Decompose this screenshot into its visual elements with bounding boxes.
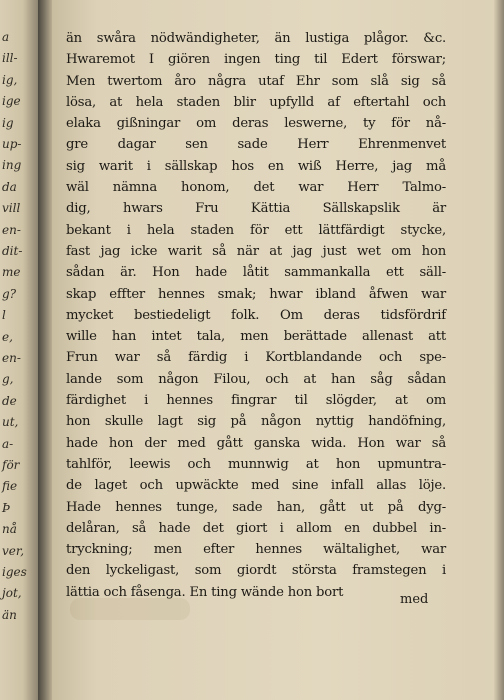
text-line: tahlför, leewis och munnwig at hon upmuntra- <box>66 456 446 472</box>
text-line: Frun war så färdig i Kortblandande och spe- <box>66 350 446 366</box>
catchword: med <box>400 592 429 607</box>
facing-page-fragment: ut, <box>2 415 19 430</box>
facing-page-fragment: än <box>2 607 17 622</box>
text-line: skap effter hennes smak; hwar ibland åfwen war <box>66 286 446 302</box>
facing-page-fragment: de <box>2 393 17 408</box>
text-line: lösa, at hela staden blir upfylld af eftertahl och <box>66 94 446 110</box>
facing-page-fragment: up- <box>2 137 22 151</box>
facing-page-fragment: ig <box>2 115 14 130</box>
facing-page-fragment: a <box>2 30 10 44</box>
text-line: wäl nämna honom, det war Herr Talmo- <box>66 180 446 196</box>
facing-page-fragment: me <box>2 265 21 280</box>
facing-page-fragment: en- <box>2 351 21 365</box>
book-gutter <box>38 0 52 700</box>
page-text <box>66 28 446 603</box>
text-line: Hwaremot I giören ingen ting til Edert förswar; <box>66 52 446 68</box>
page-edge <box>494 0 504 700</box>
text-line: sig warit i sällskap hos en wiß Herre, jag må <box>66 158 446 174</box>
text-line: de laget och upwäckte med sine infall allas löje. <box>66 478 446 494</box>
text-line: delåran, så hade det giort i allom en dubbel in- <box>66 520 446 536</box>
text-line: sådan är. Hon hade låtit sammankalla ett säll- <box>66 265 446 281</box>
facing-page-fragment: a- <box>2 436 14 451</box>
facing-page-fragment: dit- <box>2 244 23 258</box>
text-line: gre dagar sen sade Herr Ehrenmenvet <box>66 137 446 153</box>
text-line: Men twertom åro några utaf Ehr som slå sig så <box>66 73 446 89</box>
text-line: hon skulle lagt sig på någon nyttig handöfning, <box>66 414 446 430</box>
facing-page-fragment: ill- <box>2 51 18 66</box>
text-line: den lyckeligast, som giordt största framstegen i <box>66 563 446 579</box>
text-line: fast jag icke warit så när at jag just wet om hon <box>66 243 446 259</box>
facing-page-fragment: ing <box>2 158 22 173</box>
text-line: hade hon der med gått ganska wida. Hon war så <box>66 435 446 451</box>
text-line: än swåra nödwändigheter, än lustiga plågor. &c. <box>66 31 446 46</box>
facing-page-fragment: iges <box>2 565 27 579</box>
facing-page-fragment: e, <box>2 329 13 344</box>
facing-page-fragment: en- <box>2 222 21 237</box>
text-line: bekant i hela staden för ett lättfärdigt stycke, <box>66 222 446 238</box>
facing-page-fragment: g? <box>2 286 17 301</box>
facing-page-fragment: ver, <box>2 543 25 558</box>
facing-page-fragment: ige <box>2 94 21 109</box>
text-line: färdighet i hennes fingrar til slögder, at om <box>66 393 446 409</box>
facing-page-fragment: l <box>2 308 6 323</box>
facing-page-fragment: nå <box>2 522 17 537</box>
facing-page-fragment: vill <box>2 201 21 216</box>
text-line: dig, hwars Fru Kättia Sällskapslik är <box>66 201 446 217</box>
facing-page-fragment: Þ <box>2 500 11 515</box>
facing-page-fragment: för <box>2 458 20 472</box>
facing-page-fragment: fie <box>2 479 18 494</box>
facing-page-fragment: g, <box>2 372 14 387</box>
facing-page-fragment: da <box>2 179 17 194</box>
text-line: lande som någon Filou, och at han såg sådan <box>66 371 446 387</box>
facing-page-edge <box>0 0 38 700</box>
text-line: elaka gißningar om deras leswerne, ty för nå- <box>66 116 446 132</box>
text-line: wille han intet tala, men berättade allenast att <box>66 329 446 345</box>
facing-page-fragment: ig, <box>2 72 18 87</box>
facing-page-fragment: jot, <box>2 586 22 601</box>
text-line: tryckning; men efter hennes wältalighet, war <box>66 542 446 558</box>
text-line: mycket bestiedeligt folk. Om deras tidsfördrif <box>66 307 446 323</box>
text-line: lättia och fåsenga. En ting wände hon bort <box>66 584 344 600</box>
text-line: Hade hennes tunge, sade han, gått ut på dyg- <box>66 499 446 515</box>
